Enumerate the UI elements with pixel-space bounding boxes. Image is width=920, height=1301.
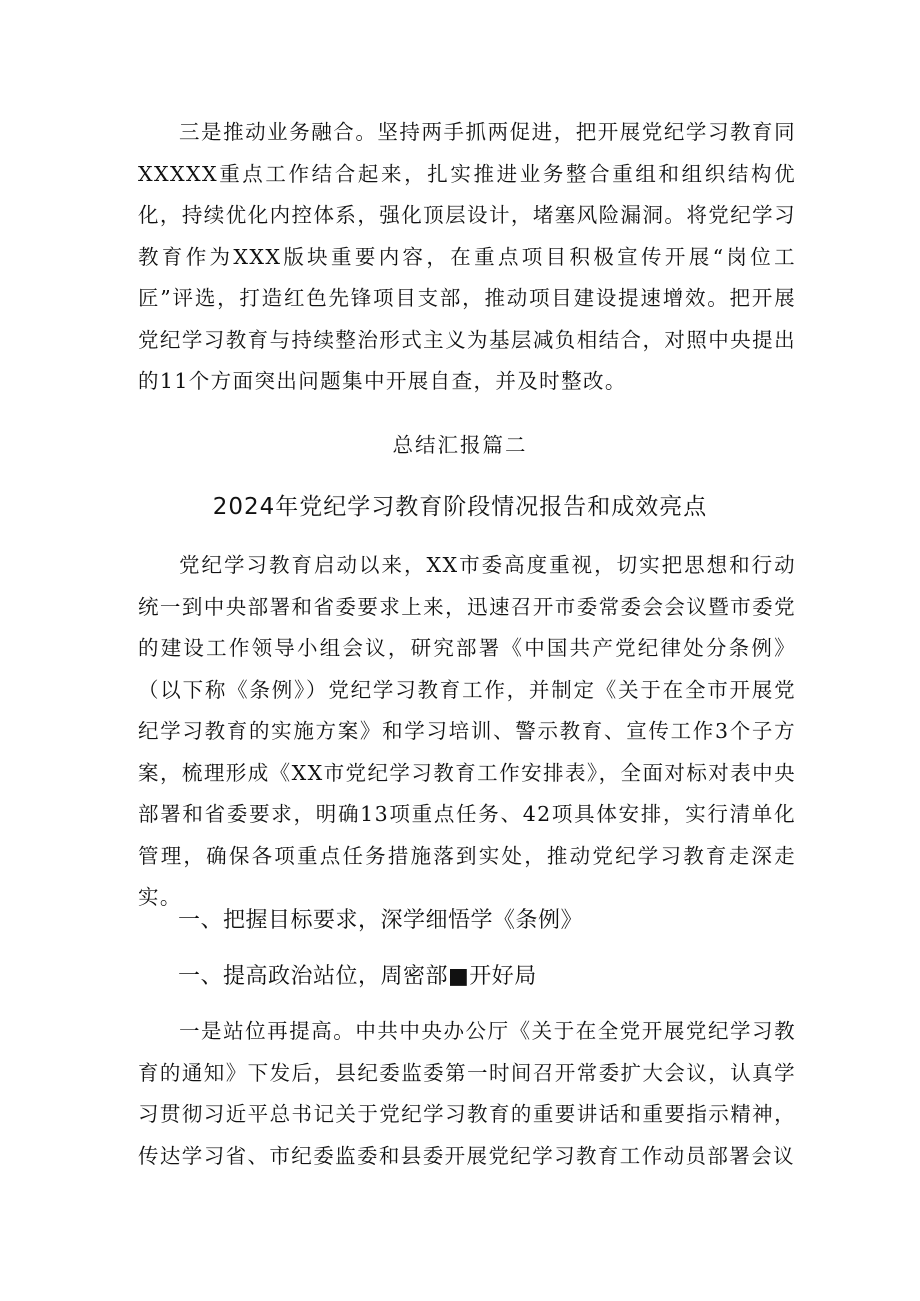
body-paragraph: 三是推动业务融合。坚持两手抓两促进，把开展党纪学习教育同XXXXX重点工作结合起来，扎实推进业务整合重组和组织结构优化，持续优化内控体系，强化顶层设计，堵塞风险漏洞。将党纪学习教育作为XXX版块重要内容，在重点项目积极宣传开展“岗位工匠”评选，打造红色先锋项目支部，推动项目建设提速增效。把开展党纪学习教育与持续整治形式主义为基层减负相结合，对照中央提出的11个方面突出问题集中开展自查，并及时整改。 (138, 120, 796, 393)
section-heading: 一、把握目标要求，深学细悟学《条例》 (178, 908, 584, 933)
body-paragraph: 一是站位再提高。中共中央办公厅《关于在全党开展党纪学习教育的通知》下发后，县纪委监委第一时间召开常委扩大会议，认真学习贯彻习近平总书记关于党纪学习教育的重要讲话和重要指示精神，传达学习省、市纪委监委和县委开展党纪学习教育工作动员部署会议 (138, 1019, 796, 1168)
section-label: 总结汇报篇二 (392, 433, 528, 457)
document-title: 2024年党纪学习教育阶段情况报告和成效亮点 (212, 494, 708, 520)
body-paragraph: 党纪学习教育启动以来，XX市委高度重视，切实把思想和行动统一到中央部署和省委要求上来，迅速召开市委常委会会议暨市委党的建设工作领导小组会议，研究部署《中国共产党纪律处分条例》（以下称《条例》）党纪学习教育工作，并制定《关于在全市开展党纪学习教育的实施方案》和学习培训、警示教育、宣传工作3个子方案，梳理形成《XX市党纪学习教育工作安排表》，全面对标对表中央部署和省委要求，明确13项重点任务、42项具体安排，实行清单化管理，确保各项重点任务措施落到实处，推动党纪学习教育走深走实。 (138, 553, 796, 909)
section-heading: 一、提高政治站位，周密部■开好局 (178, 964, 537, 989)
